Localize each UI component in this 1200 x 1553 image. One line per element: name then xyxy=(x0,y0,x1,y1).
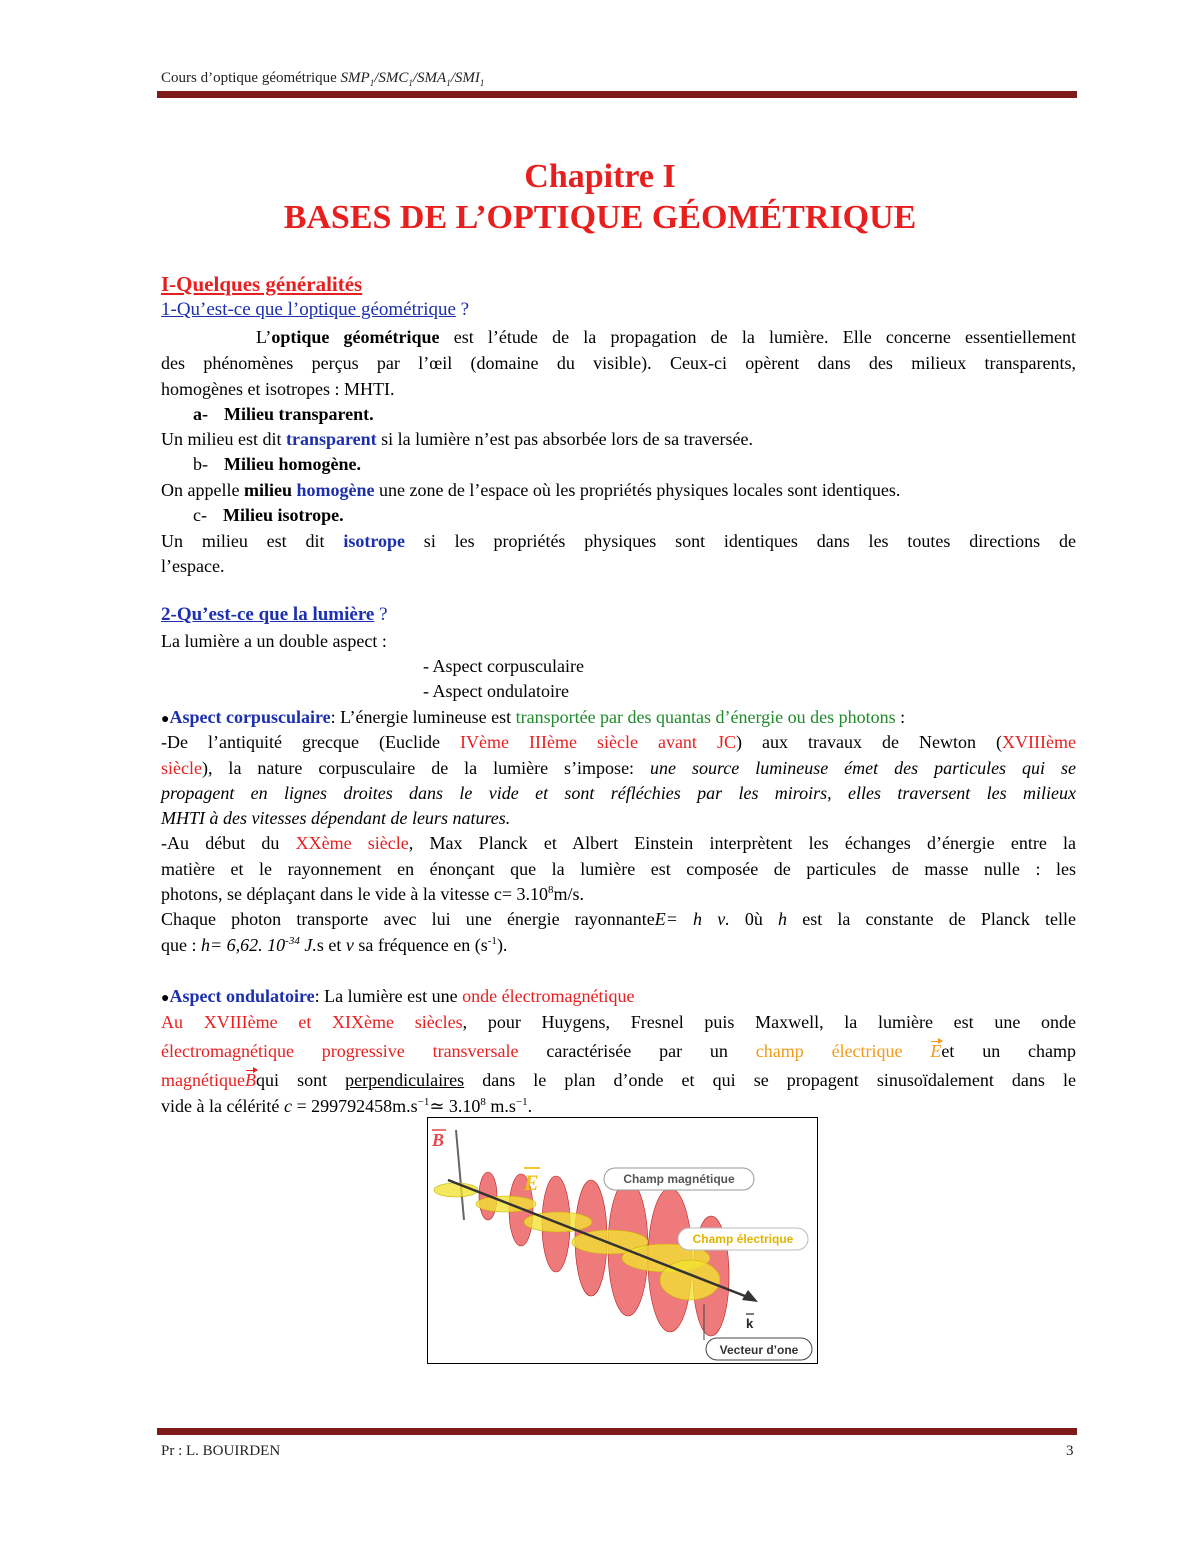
ondulatoire-heading-line: ●Aspect ondulatoire: La lumière est une onde électromagnétique xyxy=(161,986,635,1006)
paragraph-line: -De l’antiquité grecque (Euclide IVème IIIème siècle avant JC) aux travaux de Newton (XVIIIème xyxy=(161,732,1076,752)
question-1-heading: 1-Qu’est-ce que l’optique géométrique ? xyxy=(161,299,470,320)
label-k: k xyxy=(746,1316,754,1331)
label-electric: Champ électrique xyxy=(692,1232,794,1246)
page-header: Cours d’optique géométrique $SMP_1/SMC_1/SMA_1/SMI_1$ xyxy=(161,70,485,88)
label-vector: Vecteur d’one xyxy=(719,1343,799,1357)
footer-rule xyxy=(157,1428,1077,1435)
label-e: E xyxy=(524,1170,539,1195)
label-b: B xyxy=(432,1130,445,1150)
paragraph-line: magnétiqueBqui sont perpendiculaires dans le plan d’onde et qui se propagent sinusoïdalement dans le xyxy=(161,1070,1076,1090)
header-rule xyxy=(157,91,1077,98)
paragraph-line: Un milieu est dit isotrope si les propriétés physiques sont identiques dans les toutes directions de xyxy=(161,531,1077,551)
paragraph-line: La lumière a un double aspect : xyxy=(161,631,387,651)
chapter-number: Chapitre I xyxy=(524,158,676,195)
paragraph-line: MHTI à des vitesses dépendant de leurs natures. xyxy=(161,808,511,828)
section-heading-generalites: I-Quelques généralités xyxy=(161,272,363,296)
b-axis xyxy=(456,1130,464,1220)
paragraph-line: homogènes et isotropes : MHTI. xyxy=(161,379,395,399)
subheading-homogene: b- Milieu homogène. xyxy=(193,454,361,474)
subheading-transparent: a- Milieu transparent. xyxy=(193,404,374,424)
paragraph-line: Au XVIIIème et XIXème siècles, pour Huygens, Fresnel puis Maxwell, la lumière est une onde xyxy=(161,1012,1076,1032)
paragraph-line: matière et le rayonnement en énonçant que la lumière est composée de particules de masse nulle : les xyxy=(161,859,1076,879)
paragraph-line: vide à la célérité $c = 299792458m.s^{-1}≃$ 3.10$^8$ $m.s^{-1}$. xyxy=(161,1096,533,1116)
footer-author: Pr : L. BOUIRDEN xyxy=(161,1443,281,1459)
corpusculaire-heading-line: ●Aspect corpusculaire: L’énergie lumineuse est transportée par des quantas d’énergie ou des photons : xyxy=(161,707,906,727)
paragraph-line: On appelle milieu homogène une zone de l’espace où les propriétés physiques locales sont identiques. xyxy=(161,480,901,500)
paragraph-line: Chaque photon transporte avec lui une énergie rayonnanteE= h ν. 0ù h est la constante de Planck telle xyxy=(161,909,1076,929)
arrow-head-icon xyxy=(742,1290,758,1302)
paragraph-line: photons, se déplaçant dans le vide à la vitesse $c= 3.10^8m/s$. xyxy=(161,884,585,904)
paragraph-line: siècle), la nature corpusculaire de la lumière s’impose: une source lumineuse émet des particules qui se xyxy=(161,758,1076,778)
chapter-title: BASES DE L’OPTIQUE GÉOMÉTRIQUE xyxy=(283,199,917,236)
list-item: - Aspect ondulatoire xyxy=(423,681,569,701)
paragraph-line: des phénomènes perçus par l’œil (domaine du visible). Ceux-ci opèrent dans des milieux transparents, xyxy=(161,353,1076,373)
paragraph-line: -Au début du XXème siècle, Max Planck et Albert Einstein interprètent les échanges d’énergie entre la xyxy=(161,833,1077,853)
question-2-heading: 2-Qu’est-ce que la lumière ? xyxy=(161,604,388,625)
label-magnetic: Champ magnétique xyxy=(623,1172,735,1186)
subheading-isotrope: c- Milieu isotrope. xyxy=(193,505,344,525)
paragraph-line: l’espace. xyxy=(161,556,225,576)
em-wave-figure xyxy=(427,1117,818,1364)
paragraph-line: électromagnétique progressive transversale caractérisée par un champ électrique Eet un champ xyxy=(161,1041,1077,1061)
paragraph-line: que : h= 6,62. $10^{-34}$ J.s et ν sa fréquence en $(s^{-1})$. xyxy=(161,935,508,955)
em-wave-illustration xyxy=(428,1118,817,1363)
paragraph-line: propagent en lignes droites dans le vide et sont réfléchies par les miroirs, elles traversent les milieux xyxy=(161,783,1076,803)
page-number: 3 xyxy=(1066,1443,1074,1459)
paragraph-line: L’optique géométrique est l’étude de la propagation de la lumière. Elle concerne essentiellement xyxy=(256,327,1077,347)
paragraph-line: Un milieu est dit transparent si la lumière n’est pas absorbée lors de sa traversée. xyxy=(161,429,754,449)
list-item: - Aspect corpusculaire xyxy=(423,656,584,676)
